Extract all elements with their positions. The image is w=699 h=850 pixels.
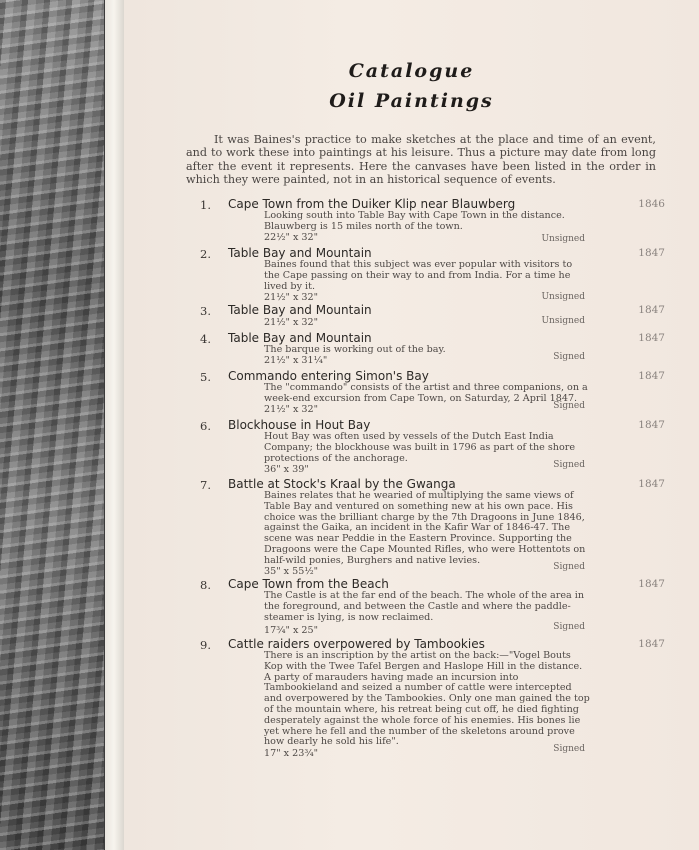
intro-text: It was Baines's practice to make sketches at the place and time of an event, and to work these into paintings at his leisure. Thus a picture may date from long after the event it represents. Here the canvases have been listed in the order in which they were painted, not in an historical sequence of events.	[186, 133, 656, 187]
entry-number: 2.	[200, 247, 211, 261]
entry-title: Table Bay and Mountain	[228, 303, 372, 317]
entry-signature: Unsigned	[541, 234, 585, 244]
entry-year: 1847	[638, 332, 665, 344]
entry-year: 1847	[638, 247, 665, 259]
entry-signature: Unsigned	[541, 316, 585, 326]
entry-description: There is an inscription by the artist on the back:—"Vogel Bouts Kop with the Twee Tafel Bergen and Haslope Hill in the distance. A party of marauders having made an incursion into Tambookieland and seized a number of cattle were intercepted and overpowered by the Tambookies. Only one man gained the top of the mountain where, his retreat being cut off, he died fighting desperately against the whole force of his enemies. His bones lie yet where he fell and the number of the skeletons around prove how dearly he sold his life".	[264, 650, 590, 748]
entry-year: 1847	[638, 578, 665, 590]
entry-signature: Unsigned	[541, 292, 585, 302]
entry-number: 3.	[200, 304, 211, 318]
entry-size: 21½" x 32"	[264, 404, 319, 415]
facing-page-illustration	[0, 0, 104, 850]
entry-size: 35" x 55½"	[264, 566, 319, 577]
entry-description: The "commando" consists of the artist and three companions, on a week-end excursion from Cape Town, on Saturday, 2 April 1847.	[264, 382, 588, 404]
entry-signature: Signed	[553, 401, 585, 411]
entry-year: 1847	[638, 419, 665, 431]
heading-oil-paintings: Oil Paintings	[329, 90, 494, 112]
entry-title: Table Bay and Mountain	[228, 331, 372, 345]
entry-year: 1847	[638, 304, 665, 316]
entry-signature: Signed	[553, 562, 585, 572]
entry-title: Cape Town from the Duiker Klip near Blauwberg	[228, 197, 516, 211]
entry-title: Table Bay and Mountain	[228, 246, 372, 260]
intro-paragraph	[186, 133, 656, 187]
entry-title: Battle at Stock's Kraal by the Gwanga	[228, 477, 456, 491]
entry-signature: Signed	[553, 352, 585, 362]
entry-size: 21½" x 32"	[264, 317, 319, 328]
entry-signature: Signed	[553, 460, 585, 470]
entry-size: 36" x 39"	[264, 464, 309, 475]
entry-description: Hout Bay was often used by vessels of the Dutch East India Company; the blockhouse was built in 1796 as part of the shore protections of the anchorage.	[264, 431, 576, 464]
page-gutter	[104, 0, 125, 850]
entry-number: 5.	[200, 370, 211, 384]
entry-description: Looking south into Table Bay with Cape Town in the distance. Blauwberg is 15 miles north of the town.	[264, 210, 565, 232]
entry-signature: Signed	[553, 744, 585, 754]
catalogue-page	[124, 0, 699, 850]
entry-year: 1847	[638, 638, 665, 650]
entry-year: 1847	[638, 370, 665, 382]
entry-year: 1846	[638, 198, 665, 210]
entry-title: Cape Town from the Beach	[228, 577, 389, 591]
entry-number: 7.	[200, 478, 211, 492]
entry-signature: Signed	[553, 622, 585, 632]
entry-number: 4.	[200, 332, 211, 346]
heading-catalogue: Catalogue	[348, 60, 475, 82]
entry-number: 8.	[200, 578, 211, 592]
entry-size: 21½" x 31¼"	[264, 355, 328, 366]
entry-description: Baines found that this subject was ever popular with visitors to the Cape passing on their way to and from India. For a time he lived by it.	[264, 259, 573, 292]
entry-number: 1.	[200, 198, 211, 212]
entry-number: 9.	[200, 638, 211, 652]
entry-year: 1847	[638, 478, 665, 490]
entry-number: 6.	[200, 419, 211, 433]
entry-size: 21½" x 32"	[264, 292, 319, 303]
entry-description: The Castle is at the far end of the beach. The whole of the area in the foreground, and between the Castle and where the paddle-steamer is lying, is now reclaimed.	[264, 590, 585, 623]
entry-size: 17¾" x 25"	[264, 625, 319, 636]
entry-description: Baines relates that he wearied of multiplying the same views of Table Bay and ventured on something new at his own pace. His choice was the brilliant charge by the 7th Dragoons in June 1846, against the Gaika, an incident in the Kafir War of 1846-47. The scene was near Peddie in the Eastern Province. Supporting the Dragoons were the Cape Mounted Rifles, who were Hottentots on half-wild ponies, Burghers and native levies.	[264, 490, 586, 566]
entry-size: 17" x 23¾"	[264, 748, 319, 759]
entry-description: The barque is working out of the bay.	[264, 344, 446, 355]
entry-title: Blockhouse in Hout Bay	[228, 418, 371, 432]
entry-title: Commando entering Simon's Bay	[228, 369, 429, 383]
entry-size: 22½" x 32"	[264, 232, 319, 243]
entry-title: Cattle raiders overpowered by Tambookies	[228, 637, 485, 651]
